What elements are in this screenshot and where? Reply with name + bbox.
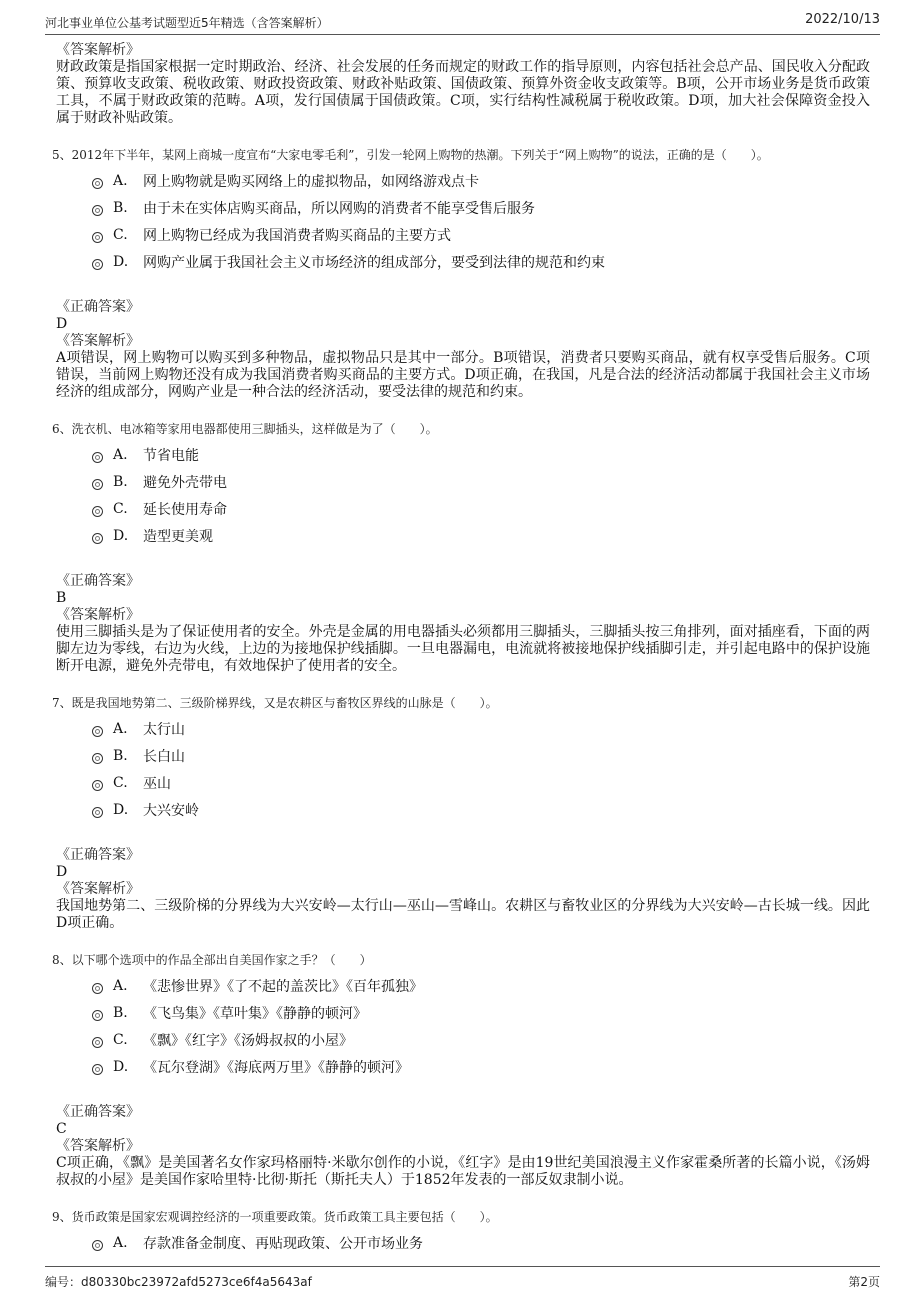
option-letter: C. — [113, 1031, 128, 1048]
document-title: 河北事业单位公基考试题型近5年精选（含答案解析） — [45, 16, 329, 30]
answer-option[interactable] — [92, 769, 870, 796]
answer-block — [56, 299, 870, 401]
question-list — [52, 147, 870, 1256]
radio-button-icon[interactable] — [92, 479, 103, 490]
radio-button-icon[interactable] — [92, 1037, 103, 1048]
answer-option[interactable] — [92, 1229, 870, 1256]
answer-block — [56, 1104, 870, 1189]
option-text: 由于未在实体店购买商品，所以网购的消费者不能享受售后服务 — [143, 200, 535, 217]
radio-button-icon[interactable] — [92, 753, 103, 764]
answer-option[interactable] — [92, 522, 870, 549]
radio-button-icon[interactable] — [92, 259, 103, 270]
radio-button-icon[interactable] — [92, 506, 103, 517]
page-footer — [45, 1266, 880, 1297]
radio-button-icon[interactable] — [92, 807, 103, 818]
answer-label: 《正确答案》 — [56, 573, 140, 589]
option-letter: C. — [113, 774, 128, 791]
radio-button-icon[interactable] — [92, 1010, 103, 1021]
radio-button-icon[interactable] — [92, 205, 103, 216]
answer-block — [56, 847, 870, 932]
option-text: 存款准备金制度、再贴现政策、公开市场业务 — [143, 1235, 423, 1252]
answer-option[interactable] — [92, 248, 870, 275]
explanation-text: C项正确，《飘》是美国著名女作家玛格丽特·米歇尔创作的小说，《红字》是由19世纪美国浪漫主义作家霍桑所著的长篇小说，《汤姆叔叔的小屋》是美国作家哈里特·比彻·斯托（斯托夫人）于1852年发表的一部反奴隶制小说。 — [56, 1155, 870, 1188]
answer-option[interactable] — [92, 742, 870, 769]
explanation-label: 《答案解析》 — [56, 333, 140, 349]
question-block — [52, 695, 870, 932]
option-text: 长白山 — [143, 748, 185, 765]
page-number: 第2页 — [848, 1275, 880, 1289]
radio-button-icon[interactable] — [92, 232, 103, 243]
question-block — [52, 1209, 870, 1256]
option-list — [92, 441, 870, 549]
option-text: 大兴安岭 — [143, 802, 199, 819]
answer-option[interactable] — [92, 194, 870, 221]
answer-option[interactable] — [92, 796, 870, 823]
option-list — [92, 715, 870, 823]
answer-block — [56, 573, 870, 675]
option-letter: A. — [113, 446, 128, 463]
option-text: 巫山 — [143, 775, 171, 792]
option-text: 网上购物已经成为我国消费者购买商品的主要方式 — [143, 227, 451, 244]
radio-button-icon[interactable] — [92, 983, 103, 994]
option-text: 网上购物就是购买网络上的虚拟物品，如网络游戏点卡 — [143, 173, 479, 190]
page-header — [45, 12, 880, 35]
answer-option[interactable] — [92, 999, 870, 1026]
explanation-text: A项错误，网上购物可以购买到多种物品，虚拟物品只是其中一部分。B项错误，消费者只要购买商品，就有权享受售后服务。C项错误，当前网上购物还没有成为我国消费者购买商品的主要方式。D项正确，在我国，凡是合法的经济活动都属于我国社会主义市场经济的组成部分，网购产业是一种合法的经济活动，要受法律的规范和约束。 — [56, 350, 870, 400]
question-block — [52, 952, 870, 1189]
document-code: 编号：d80330bc23972afd5273ce6f4a5643af — [45, 1275, 312, 1289]
option-letter: C. — [113, 226, 128, 243]
explanation-label: 《答案解析》 — [56, 42, 140, 58]
option-text: 《悲惨世界》《了不起的盖茨比》《百年孤独》 — [143, 978, 423, 995]
answer-option[interactable] — [92, 468, 870, 495]
option-letter: A. — [113, 977, 128, 994]
answer-option[interactable] — [92, 221, 870, 248]
option-letter: D. — [113, 1058, 129, 1075]
explanation-text: 我国地势第二、三级阶梯的分界线为大兴安岭—太行山—巫山—雪峰山。农耕区与畜牧业区的分界线为大兴安岭—古长城一线。因此D项正确。 — [56, 898, 870, 931]
question-block — [52, 147, 870, 401]
option-text: 延长使用寿命 — [143, 501, 227, 518]
correct-answer: C — [56, 1121, 67, 1137]
option-letter: B. — [113, 199, 128, 216]
option-letter: A. — [113, 720, 128, 737]
question-block — [52, 421, 870, 675]
option-text: 太行山 — [143, 721, 185, 738]
explanation-label: 《答案解析》 — [56, 1138, 140, 1154]
correct-answer: D — [56, 316, 68, 332]
answer-option[interactable] — [92, 167, 870, 194]
question-stem: 9、货币政策是国家宏观调控经济的一项重要政策。货币政策工具主要包括（ ）。 — [52, 1210, 498, 1224]
radio-button-icon[interactable] — [92, 1240, 103, 1251]
option-letter: A. — [113, 172, 128, 189]
option-text: 《飞鸟集》《草叶集》《静静的顿河》 — [143, 1005, 367, 1022]
option-letter: B. — [113, 747, 128, 764]
option-text: 《飘》《红字》《汤姆叔叔的小屋》 — [143, 1032, 353, 1049]
correct-answer: B — [56, 590, 67, 606]
option-letter: A. — [113, 1234, 128, 1251]
radio-button-icon[interactable] — [92, 780, 103, 791]
option-letter: B. — [113, 473, 128, 490]
option-text: 避免外壳带电 — [143, 474, 227, 491]
answer-option[interactable] — [92, 1053, 870, 1080]
option-list — [92, 1229, 870, 1256]
option-letter: B. — [113, 1004, 128, 1021]
radio-button-icon[interactable] — [92, 1064, 103, 1075]
explanation-block — [56, 42, 870, 127]
question-stem: 6、洗衣机、电冰箱等家用电器都使用三脚插头，这样做是为了（ ）。 — [52, 422, 438, 436]
document-date: 2022/10/13 — [805, 12, 880, 27]
option-text: 造型更美观 — [143, 528, 213, 545]
explanation-label: 《答案解析》 — [56, 607, 140, 623]
answer-option[interactable] — [92, 715, 870, 742]
correct-answer: D — [56, 864, 68, 880]
question-stem: 7、既是我国地势第二、三级阶梯界线，又是农耕区与畜牧区界线的山脉是（ ）。 — [52, 696, 498, 710]
option-text: 节省电能 — [143, 447, 199, 464]
radio-button-icon[interactable] — [92, 726, 103, 737]
answer-label: 《正确答案》 — [56, 847, 140, 863]
answer-option[interactable] — [92, 1026, 870, 1053]
option-letter: D. — [113, 253, 129, 270]
answer-option[interactable] — [92, 441, 870, 468]
explanation-label: 《答案解析》 — [56, 881, 140, 897]
answer-label: 《正确答案》 — [56, 1104, 140, 1120]
document-body — [52, 42, 870, 1256]
answer-label: 《正确答案》 — [56, 299, 140, 315]
question-stem: 5、2012年下半年，某网上商城一度宣布“大家电零毛利”，引发一轮网上购物的热潮。下列关于“网上购物”的说法，正确的是（ ）。 — [52, 148, 769, 162]
explanation-text: 使用三脚插头是为了保证使用者的安全。外壳是金属的用电器插头必须都用三脚插头，三脚插头按三角排列，面对插座看，下面的两脚左边为零线，右边为火线，上边的为接地保护线插脚。一旦电器漏电，电流就将被接地保护线插脚引走，并引起电路中的保护设施断开电源，避免外壳带电，有效地保护了使用者的安全。 — [56, 624, 870, 674]
answer-option[interactable] — [92, 495, 870, 522]
option-letter: D. — [113, 801, 129, 818]
radio-button-icon[interactable] — [92, 452, 103, 463]
answer-option[interactable] — [92, 972, 870, 999]
question-stem: 8、以下哪个选项中的作品全部出自美国作家之手？（ ） — [52, 953, 372, 967]
option-text: 网购产业属于我国社会主义市场经济的组成部分，要受到法律的规范和约束 — [143, 254, 605, 271]
radio-button-icon[interactable] — [92, 533, 103, 544]
option-letter: D. — [113, 527, 129, 544]
option-letter: C. — [113, 500, 128, 517]
explanation-text: 财政政策是指国家根据一定时期政治、经济、社会发展的任务而规定的财政工作的指导原则，内容包括社会总产品、国民收入分配政策、预算收支政策、税收政策、财政投资政策、财政补贴政策、国债政策、预算外资金收支政策等。B项，公开市场业务是货币政策工具，不属于财政政策的范畴。A项，发行国债属于国债政策。C项，实行结构性减税属于税收政策。D项，加大社会保障资金投入属于财政补贴政策。 — [56, 59, 870, 126]
option-text: 《瓦尔登湖》《海底两万里》《静静的顿河》 — [143, 1059, 409, 1076]
radio-button-icon[interactable] — [92, 178, 103, 189]
option-list — [92, 167, 870, 275]
option-list — [92, 972, 870, 1080]
